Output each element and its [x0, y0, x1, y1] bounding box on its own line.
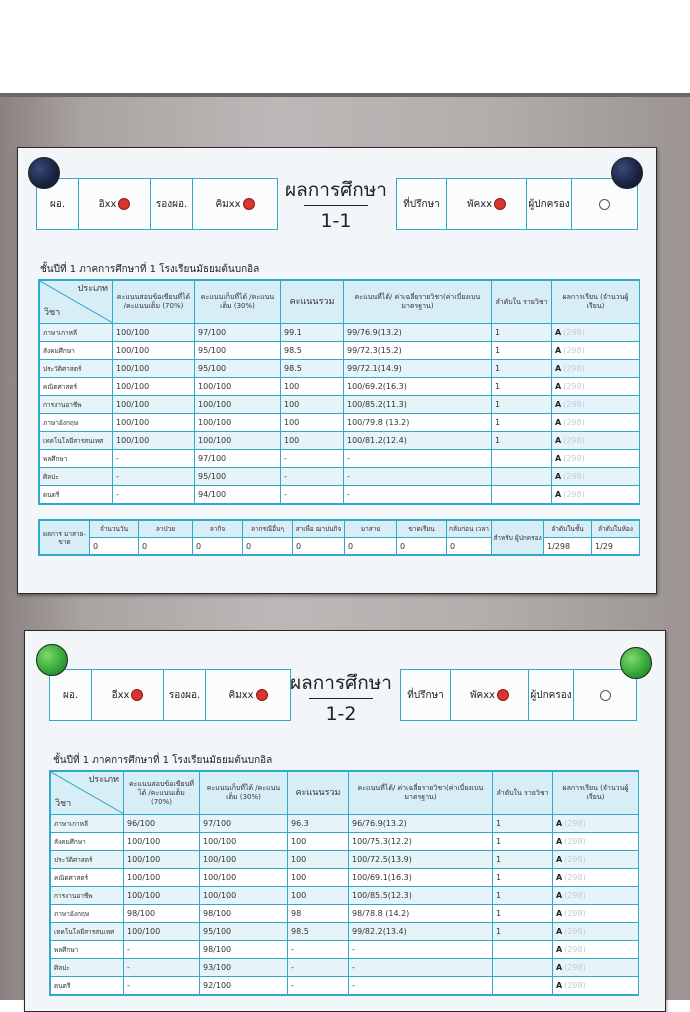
average-cell: -	[344, 468, 492, 486]
signature-stamp-icon	[599, 199, 610, 210]
grade-letter: A	[556, 819, 563, 828]
grade-cell	[553, 941, 639, 959]
red-seal-icon	[243, 198, 255, 210]
subject-cell: ดนตรี	[40, 486, 113, 504]
grade-cell	[553, 833, 639, 851]
table-row	[40, 486, 640, 504]
grade-letter: A	[556, 909, 563, 918]
average-cell: 100/69.1(16.3)	[349, 869, 493, 887]
exam-score-cell: -	[124, 941, 200, 959]
att-head: ลากิจ	[193, 521, 243, 538]
collected-score-cell: 100/100	[195, 432, 281, 450]
director-label: ผอ.	[50, 670, 92, 720]
collected-score-cell: 95/100	[200, 923, 288, 941]
grade-cell	[552, 432, 640, 450]
deputy-name: คิมxx	[193, 179, 277, 229]
advisor-label: ที่ปรึกษา	[401, 670, 451, 720]
class-caption: ชั้นปีที่ 1 ภาคการศึกษาที่ 1 โรงเรียนมัธยมต้นบกอิล	[40, 264, 260, 275]
subject-cell: ศิลปะ	[40, 468, 113, 486]
header-average: คะแนนที่ได้/ ค่าเฉลี่ยรายวิชา(ค่าเบี่ยงเบนมาตรฐาน)	[344, 281, 492, 324]
subject-cell: สังคมศึกษา	[40, 342, 113, 360]
header-corner: ประเภท วิชา	[51, 772, 124, 815]
exam-score-cell: 100/100	[113, 378, 195, 396]
table-row	[51, 815, 639, 833]
total-score-cell: 100	[288, 869, 349, 887]
att-head: กลับก่อน เวลา	[447, 521, 492, 538]
average-cell: 98/78.8 (14.2)	[349, 905, 493, 923]
exam-score-cell: 100/100	[124, 869, 200, 887]
class-rank-label: ลำดับในชั้น	[544, 521, 592, 538]
grade-letter: A	[556, 981, 563, 990]
grade-letter: A	[555, 328, 562, 337]
grade-count: (298)	[564, 981, 586, 990]
guardian-label: ผู้ปกครอง	[529, 670, 574, 720]
class-rank: 1/298	[544, 538, 592, 555]
grade-cell	[552, 486, 640, 504]
director-name: อิxx	[79, 179, 151, 229]
grade-letter: A	[555, 418, 562, 427]
average-cell: 99/82.2(13.4)	[349, 923, 493, 941]
red-seal-icon	[497, 689, 509, 701]
signature-box-left	[49, 669, 291, 721]
exam-score-cell: 100/100	[124, 923, 200, 941]
rank-cell	[492, 468, 552, 486]
collected-score-cell: 97/100	[195, 450, 281, 468]
grade-table	[49, 770, 639, 996]
magnet-green-right	[620, 647, 652, 679]
attendance-table	[38, 519, 640, 556]
total-score-cell: 100	[288, 887, 349, 905]
total-score-cell: 98.5	[281, 360, 344, 378]
subject-cell: ภาษาอังกฤษ	[40, 414, 113, 432]
report-card-1-2	[24, 630, 666, 1012]
table-row	[51, 941, 639, 959]
att-head: ลาป่วย	[139, 521, 193, 538]
collected-score-cell: 92/100	[200, 977, 288, 995]
exam-score-cell: -	[124, 977, 200, 995]
table-row	[51, 923, 639, 941]
total-score-cell: 98	[288, 905, 349, 923]
att-head: จำนวนวัน	[90, 521, 139, 538]
report-number: 1-2	[325, 703, 357, 725]
average-cell: 100/85.2(11.3)	[344, 396, 492, 414]
report-number: 1-1	[320, 210, 352, 232]
guardian-note: สำหรับ ผู้ปกครอง	[492, 521, 544, 555]
att-head: มาสาย	[345, 521, 397, 538]
average-cell: 99/76.9(13.2)	[344, 324, 492, 342]
subject-cell: คณิตศาสตร์	[51, 869, 124, 887]
signature-box-right	[400, 669, 637, 721]
table-row	[40, 342, 640, 360]
grade-cell	[552, 414, 640, 432]
grade-letter: A	[556, 837, 563, 846]
rank-cell: 1	[493, 869, 553, 887]
rank-cell	[493, 977, 553, 995]
grade-cell	[552, 396, 640, 414]
deputy-name: คิมxx	[206, 670, 290, 720]
header-exam: คะแนนสอบข้อเขียนที่ได้ /คะแนนเต็ม (70%)	[113, 281, 195, 324]
att-value: 0	[293, 538, 345, 555]
rank-cell: 1	[493, 833, 553, 851]
grade-letter: A	[556, 855, 563, 864]
average-cell: -	[349, 959, 493, 977]
average-cell: 100/79.8 (13.2)	[344, 414, 492, 432]
average-cell: 100/69.2(16.3)	[344, 378, 492, 396]
grade-cell	[552, 450, 640, 468]
subject-cell: ประวัติศาสตร์	[40, 360, 113, 378]
subject-cell: การงานอาชีพ	[51, 887, 124, 905]
exam-score-cell: -	[113, 468, 195, 486]
table-row	[51, 959, 639, 977]
table-row	[51, 977, 639, 995]
table-row	[51, 905, 639, 923]
grade-cell	[553, 959, 639, 977]
grade-count: (298)	[563, 436, 585, 445]
grade-cell	[553, 905, 639, 923]
grade-cell	[553, 923, 639, 941]
grade-letter: A	[555, 400, 562, 409]
advisor-name: พัคxx	[447, 179, 527, 229]
room-rank-label: ลำดับในห้อง	[592, 521, 640, 538]
red-seal-icon	[118, 198, 130, 210]
collected-score-cell: 94/100	[195, 486, 281, 504]
grade-letter: A	[555, 472, 562, 481]
advisor-name: พัคxx	[451, 670, 529, 720]
total-score-cell: 100	[281, 414, 344, 432]
grade-count: (298)	[563, 454, 585, 463]
grade-count: (298)	[564, 927, 586, 936]
att-head: ลากรณีอื่นๆ	[243, 521, 293, 538]
grade-count: (298)	[563, 346, 585, 355]
header-grade: ผลการเรียน (จำนวนผู้เรียน)	[553, 772, 639, 815]
grade-count: (298)	[563, 418, 585, 427]
collected-score-cell: 95/100	[195, 342, 281, 360]
grade-count: (298)	[563, 472, 585, 481]
grade-letter: A	[556, 945, 563, 954]
report-title: ผลการศึกษา 1-1	[276, 178, 396, 232]
subject-cell: พลศึกษา	[51, 941, 124, 959]
table-row	[40, 360, 640, 378]
director-name: อีxx	[92, 670, 164, 720]
advisor-label: ที่ปรึกษา	[397, 179, 447, 229]
subject-cell: เทคโนโลยีสารสนเทศ	[40, 432, 113, 450]
total-score-cell: -	[288, 977, 349, 995]
average-cell: 100/75.3(12.2)	[349, 833, 493, 851]
average-cell: 99/72.3(15.2)	[344, 342, 492, 360]
rank-cell	[493, 941, 553, 959]
rank-cell: 1	[492, 324, 552, 342]
exam-score-cell: 100/100	[113, 414, 195, 432]
director-label: ผอ.	[37, 179, 79, 229]
grade-count: (298)	[563, 490, 585, 499]
att-value: 0	[447, 538, 492, 555]
grade-cell	[553, 851, 639, 869]
collected-score-cell: 100/100	[200, 851, 288, 869]
collected-score-cell: 95/100	[195, 360, 281, 378]
total-score-cell: -	[281, 450, 344, 468]
magnet-navy-right	[611, 157, 643, 189]
total-score-cell: 96.3	[288, 815, 349, 833]
subject-cell: เทคโนโลยีสารสนเทศ	[51, 923, 124, 941]
exam-score-cell: 100/100	[113, 360, 195, 378]
grade-letter: A	[555, 436, 562, 445]
grade-count: (298)	[564, 837, 586, 846]
grade-count: (298)	[564, 855, 586, 864]
total-score-cell: -	[281, 468, 344, 486]
att-head: ขาดเรียน	[397, 521, 447, 538]
collected-score-cell: 98/100	[200, 905, 288, 923]
rank-cell: 1	[492, 360, 552, 378]
table-row	[40, 378, 640, 396]
collected-score-cell: 100/100	[195, 396, 281, 414]
exam-score-cell: 100/100	[113, 342, 195, 360]
total-score-cell: 100	[281, 378, 344, 396]
header-exam: คะแนนสอบข้อเขียนที่ได้ /คะแนนเต็ม (70%)	[124, 772, 200, 815]
header-total: คะแนนรวม	[281, 281, 344, 324]
red-seal-icon	[131, 689, 143, 701]
total-score-cell: -	[281, 486, 344, 504]
att-value: 0	[139, 538, 193, 555]
rank-cell	[493, 959, 553, 977]
average-cell: 100/72.5(13.9)	[349, 851, 493, 869]
collected-score-cell: 97/100	[195, 324, 281, 342]
table-row	[51, 869, 639, 887]
magnet-navy-left	[28, 157, 60, 189]
exam-score-cell: 100/100	[113, 396, 195, 414]
subject-cell: ดนตรี	[51, 977, 124, 995]
att-value: 0	[90, 538, 139, 555]
exam-score-cell: 96/100	[124, 815, 200, 833]
subject-cell: คณิตศาสตร์	[40, 378, 113, 396]
grade-cell	[553, 815, 639, 833]
collected-score-cell: 100/100	[195, 414, 281, 432]
grade-cell	[552, 360, 640, 378]
signature-stamp-icon	[600, 690, 611, 701]
exam-score-cell: 100/100	[124, 851, 200, 869]
deputy-label: รองผอ.	[151, 179, 193, 229]
total-score-cell: 100	[288, 833, 349, 851]
total-score-cell: 98.5	[281, 342, 344, 360]
exam-score-cell: 98/100	[124, 905, 200, 923]
room-rank: 1/29	[592, 538, 640, 555]
exam-score-cell: 100/100	[124, 887, 200, 905]
att-head: สาเพื่อ ฌาปนกิจ	[293, 521, 345, 538]
exam-score-cell: 100/100	[124, 833, 200, 851]
rank-cell: 1	[492, 342, 552, 360]
header-average: คะแนนที่ได้/ ค่าเฉลี่ยรายวิชา(ค่าเบี่ยงเบนมาตรฐาน)	[349, 772, 493, 815]
att-value: 0	[243, 538, 293, 555]
subject-cell: ภาษาอังกฤษ	[51, 905, 124, 923]
grade-letter: A	[555, 382, 562, 391]
rank-cell: 1	[493, 905, 553, 923]
rank-cell: 1	[493, 851, 553, 869]
table-row	[40, 468, 640, 486]
header-total: คะแนนรวม	[288, 772, 349, 815]
grade-table	[38, 279, 640, 505]
subject-cell: การงานอาชีพ	[40, 396, 113, 414]
subject-cell: พลศึกษา	[40, 450, 113, 468]
collected-score-cell: 98/100	[200, 941, 288, 959]
average-cell: 99/72.1(14.9)	[344, 360, 492, 378]
total-score-cell: 100	[281, 432, 344, 450]
subject-cell: สังคมศึกษา	[51, 833, 124, 851]
average-cell: 100/81.2(12.4)	[344, 432, 492, 450]
magnet-green-left	[36, 644, 68, 676]
att-value: 0	[193, 538, 243, 555]
grade-letter: A	[555, 364, 562, 373]
red-seal-icon	[256, 689, 268, 701]
rank-cell: 1	[492, 378, 552, 396]
rank-cell	[492, 486, 552, 504]
average-cell: -	[349, 941, 493, 959]
report-title: ผลการศึกษา 1-2	[281, 671, 401, 725]
exam-score-cell: -	[124, 959, 200, 977]
red-seal-icon	[494, 198, 506, 210]
rank-cell: 1	[492, 396, 552, 414]
grade-cell	[553, 869, 639, 887]
table-row	[40, 324, 640, 342]
exam-score-cell: 100/100	[113, 432, 195, 450]
report-card-1-1	[17, 147, 657, 594]
guardian-label: ผู้ปกครอง	[527, 179, 572, 229]
subject-cell: ภาษาเกาหลี	[51, 815, 124, 833]
subject-cell: ศิลปะ	[51, 959, 124, 977]
table-row	[40, 414, 640, 432]
grade-letter: A	[556, 891, 563, 900]
table-row	[40, 432, 640, 450]
grade-letter: A	[555, 454, 562, 463]
header-grade: ผลการเรียน (จำนวนผู้เรียน)	[552, 281, 640, 324]
header-collected: คะแนนเก็บที่ได้ /คะแนนเต็ม (30%)	[195, 281, 281, 324]
table-row	[40, 396, 640, 414]
header-rank: ลำดับใน รายวิชา	[492, 281, 552, 324]
grade-count: (298)	[564, 909, 586, 918]
rank-cell: 1	[493, 887, 553, 905]
signature-box-left	[36, 178, 278, 230]
grade-letter: A	[555, 346, 562, 355]
exam-score-cell: 100/100	[113, 324, 195, 342]
total-score-cell: 99.1	[281, 324, 344, 342]
grade-letter: A	[556, 927, 563, 936]
grade-count: (298)	[564, 819, 586, 828]
grade-cell	[552, 324, 640, 342]
signature-box-right	[396, 178, 638, 230]
grade-cell	[552, 342, 640, 360]
att-value: 0	[397, 538, 447, 555]
att-value: 0	[345, 538, 397, 555]
grade-count: (298)	[563, 400, 585, 409]
total-score-cell: -	[288, 941, 349, 959]
grade-cell	[553, 887, 639, 905]
exam-score-cell: -	[113, 486, 195, 504]
subject-cell: ภาษาเกาหลี	[40, 324, 113, 342]
attendance-label: ผลการ มาสาย-ขาด	[40, 521, 90, 555]
rank-cell: 1	[492, 414, 552, 432]
rank-cell: 1	[492, 432, 552, 450]
header-corner: ประเภท วิชา	[40, 281, 113, 324]
average-cell: -	[349, 977, 493, 995]
grade-count: (298)	[564, 891, 586, 900]
rank-cell: 1	[493, 815, 553, 833]
grade-count: (298)	[563, 364, 585, 373]
total-score-cell: 100	[288, 851, 349, 869]
collected-score-cell: 93/100	[200, 959, 288, 977]
grade-letter: A	[556, 963, 563, 972]
collected-score-cell: 95/100	[195, 468, 281, 486]
class-caption: ชั้นปีที่ 1 ภาคการศึกษาที่ 1 โรงเรียนมัธยมต้นบกอิล	[53, 755, 273, 766]
guardian-sign	[574, 670, 636, 720]
table-row	[51, 887, 639, 905]
collected-score-cell: 100/100	[200, 887, 288, 905]
total-score-cell: 98.5	[288, 923, 349, 941]
average-cell: -	[344, 450, 492, 468]
header-rank: ลำดับใน รายวิชา	[493, 772, 553, 815]
collected-score-cell: 100/100	[200, 869, 288, 887]
total-score-cell: 100	[281, 396, 344, 414]
collected-score-cell: 100/100	[195, 378, 281, 396]
grade-letter: A	[556, 873, 563, 882]
table-row	[40, 450, 640, 468]
table-row	[51, 833, 639, 851]
rank-cell	[492, 450, 552, 468]
grade-letter: A	[555, 490, 562, 499]
grade-count: (298)	[564, 945, 586, 954]
rank-cell: 1	[493, 923, 553, 941]
grade-cell	[552, 468, 640, 486]
exam-score-cell: -	[113, 450, 195, 468]
grade-count: (298)	[563, 382, 585, 391]
grade-count: (298)	[564, 873, 586, 882]
grade-cell	[552, 378, 640, 396]
grade-count: (298)	[564, 963, 586, 972]
total-score-cell: -	[288, 959, 349, 977]
deputy-label: รองผอ.	[164, 670, 206, 720]
table-row	[51, 851, 639, 869]
grade-count: (298)	[563, 328, 585, 337]
subject-cell: ประวัติศาสตร์	[51, 851, 124, 869]
average-cell: -	[344, 486, 492, 504]
header-collected: คะแนนเก็บที่ได้ /คะแนนเต็ม (30%)	[200, 772, 288, 815]
average-cell: 100/85.5(12.3)	[349, 887, 493, 905]
collected-score-cell: 100/100	[200, 833, 288, 851]
average-cell: 96/76.9(13.2)	[349, 815, 493, 833]
grade-cell	[553, 977, 639, 995]
collected-score-cell: 97/100	[200, 815, 288, 833]
